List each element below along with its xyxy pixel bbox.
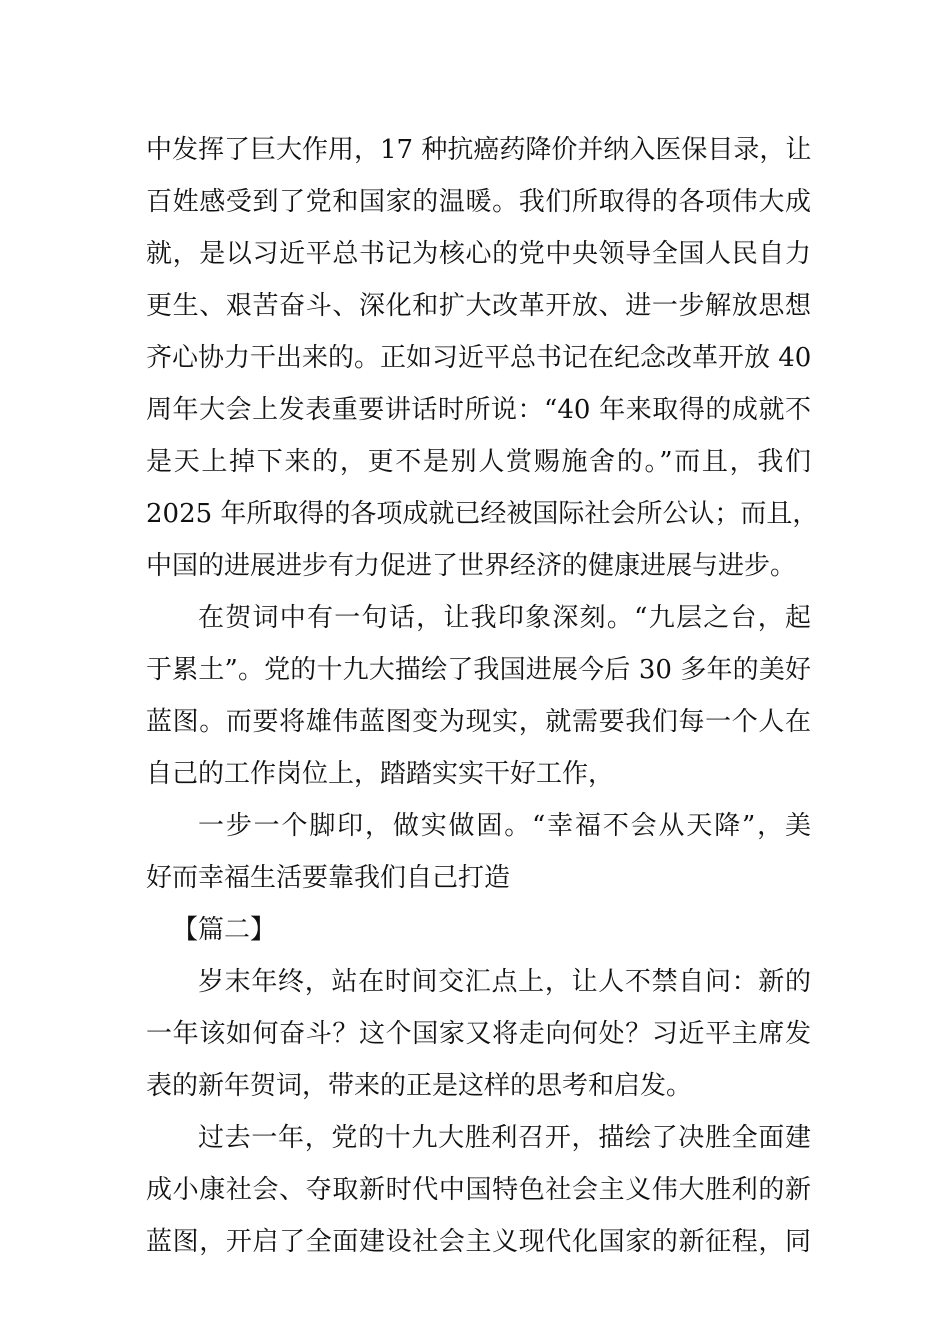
paragraph-1-line-4: 更生、艰苦奋斗、深化和扩大改革开放、进一步解放思想 bbox=[146, 291, 811, 321]
paragraph-1-line-5: 齐心协力干出来的。正如习近平总书记在纪念改革开放 40 bbox=[146, 343, 812, 373]
paragraph-1-line-3: 就，是以习近平总书记为核心的党中央领导全国人民自力 bbox=[146, 239, 811, 269]
paragraph-5-line-2: 成小康社会、夺取新时代中国特色社会主义伟大胜利的新 bbox=[146, 1175, 811, 1205]
paragraph-2-line-1: 在贺词中有一句话，让我印象深刻。“九层之台，起 bbox=[198, 603, 811, 633]
paragraph-1-line-6: 周年大会上发表重要讲话时所说：“40 年来取得的成就不 bbox=[146, 395, 811, 425]
paragraph-4-line-2: 一年该如何奋斗？这个国家又将走向何处？习近平主席发 bbox=[146, 1019, 811, 1049]
paragraph-5-line-1: 过去一年，党的十九大胜利召开，描绘了决胜全面建 bbox=[198, 1123, 811, 1153]
document-body bbox=[146, 124, 819, 1268]
paragraph-2-line-3: 蓝图。而要将雄伟蓝图变为现实，就需要我们每一个人在 bbox=[146, 707, 811, 737]
paragraph-1-line-8: 2025 年所取得的各项成就已经被国际社会所公认；而且， bbox=[146, 499, 819, 529]
paragraph-1-line-7: 是天上掉下来的，更不是别人赏赐施舍的。”而且，我们 bbox=[146, 447, 811, 477]
paragraph-4-line-1: 岁末年终，站在时间交汇点上，让人不禁自问：新的 bbox=[198, 967, 811, 997]
paragraph-1-line-9: 中国的进展进步有力促进了世界经济的健康进展与进步。 bbox=[146, 551, 797, 581]
paragraph-3-line-1: 一步一个脚印，做实做固。“幸福不会从天降”，美 bbox=[198, 811, 811, 841]
paragraph-2-line-2: 于累土”。党的十九大描绘了我国进展今后 30 多年的美好 bbox=[146, 655, 811, 685]
paragraph-1-line-2: 百姓感受到了党和国家的温暖。我们所取得的各项伟大成 bbox=[146, 187, 811, 217]
paragraph-4-line-3: 表的新年贺词，带来的正是这样的思考和启发。 bbox=[146, 1071, 693, 1101]
section-heading: 【篇二】 bbox=[172, 915, 277, 945]
paragraph-2-line-4: 自己的工作岗位上，踏踏实实干好工作， bbox=[146, 759, 615, 789]
paragraph-5-line-3: 蓝图，开启了全面建设社会主义现代化国家的新征程，同 bbox=[146, 1227, 811, 1257]
paragraph-3-line-2: 好而幸福生活要靠我们自己打造 bbox=[146, 863, 511, 893]
paragraph-1-line-1: 中发挥了巨大作用，17 种抗癌药降价并纳入医保目录，让 bbox=[146, 135, 812, 165]
